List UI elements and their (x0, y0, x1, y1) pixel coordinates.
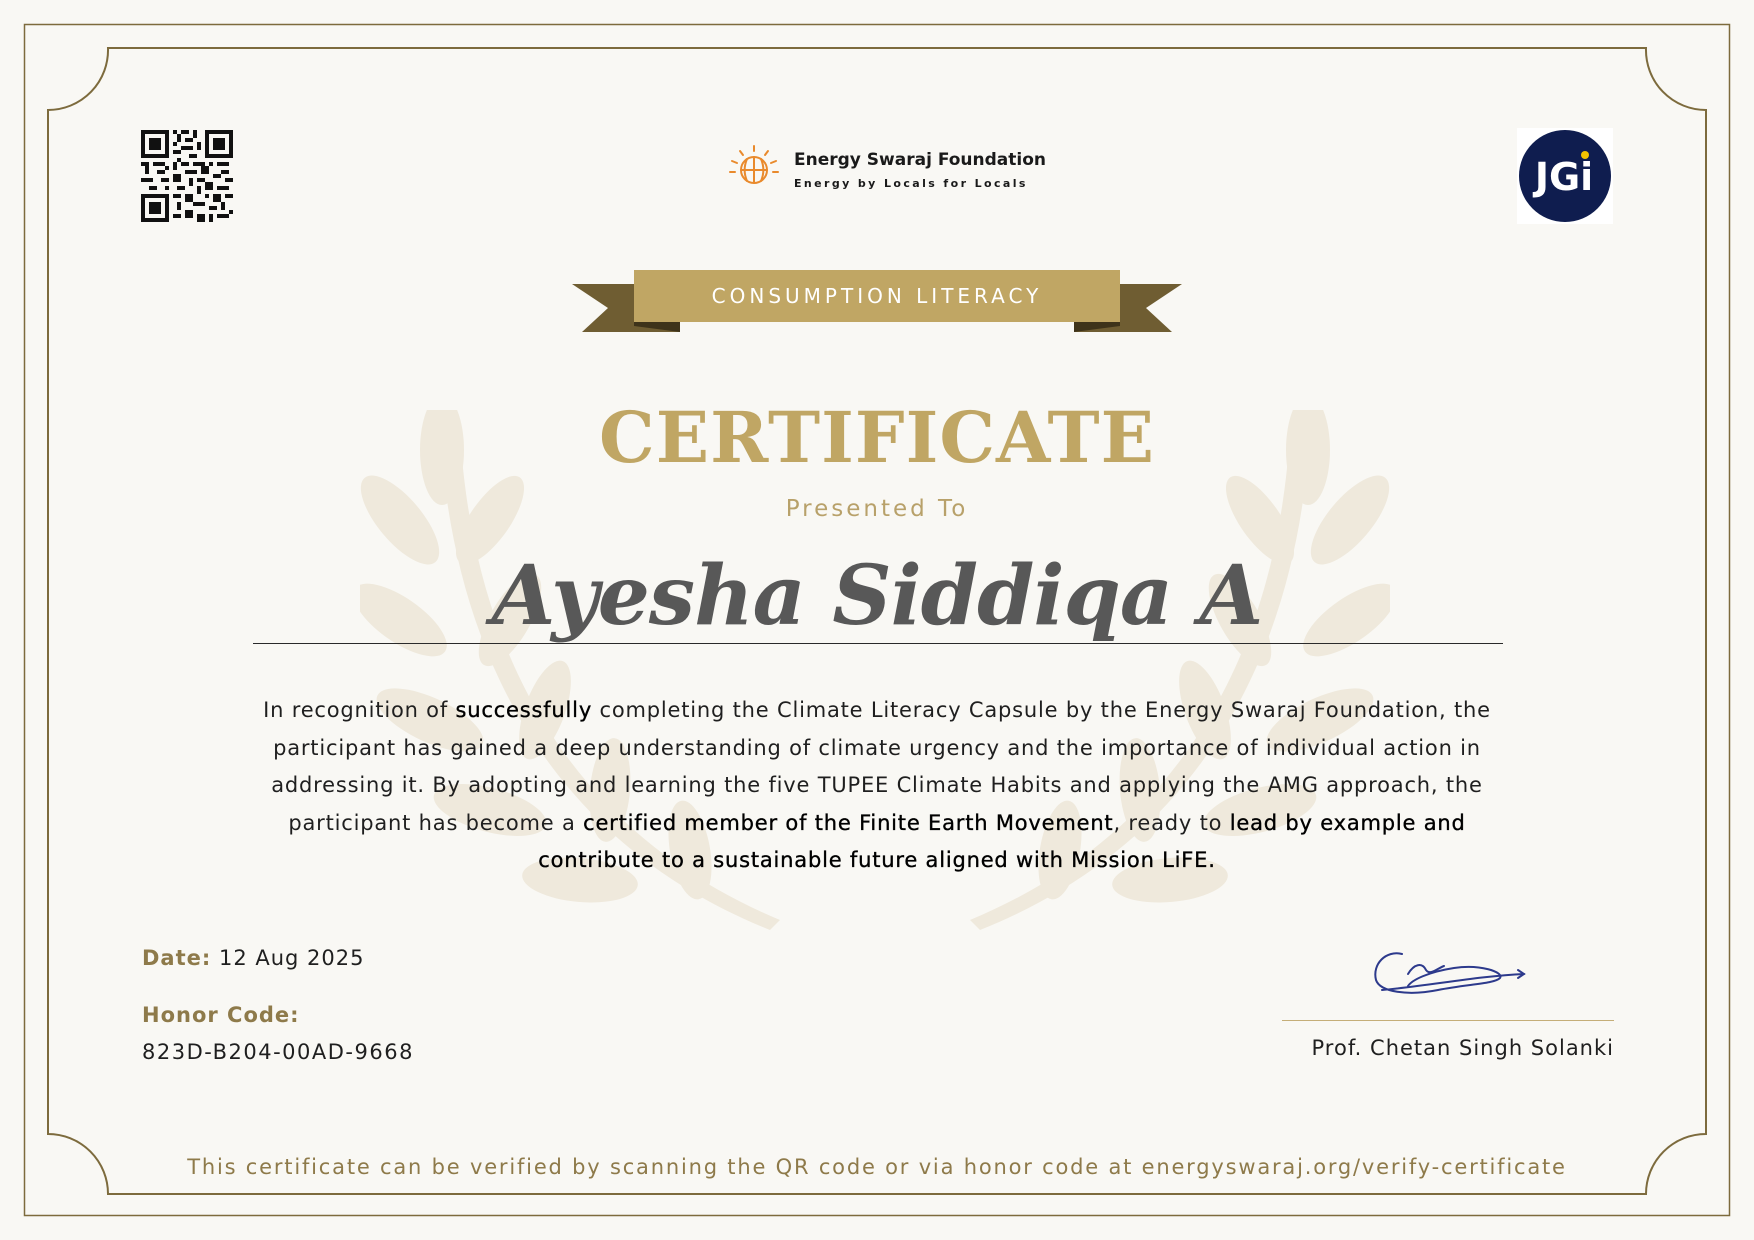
date-row (142, 946, 365, 970)
name-underline (253, 643, 1503, 644)
verification-note: This certificate can be verified by scanning the QR code or via honor code at energyswaraj.org/verify-certificate (187, 1155, 1567, 1179)
organization-name: Energy Swaraj Foundation (794, 150, 1047, 170)
organization-tagline: Energy by Locals for Locals (794, 177, 1028, 190)
description-emphasis: lead by example and contribute to a sustainable future aligned with Mission LiFE. (538, 810, 1466, 872)
sun-globe-icon (726, 142, 782, 194)
qr-code-icon[interactable] (141, 130, 233, 222)
signatory-name: Prof. Chetan Singh Solanki (1311, 1036, 1614, 1060)
description-emphasis: successfully (455, 698, 593, 722)
date-label: Date: (142, 946, 212, 970)
certificate-description (240, 692, 1514, 880)
recipient-name: Ayesha Siddiqa A (491, 548, 1263, 644)
description-emphasis: certified member of the Finite Earth Movement (583, 810, 1114, 835)
honor-code-value: 823D-B204-00AD-9668 (142, 1040, 414, 1064)
certificate-title: CERTIFICATE (599, 396, 1155, 479)
honor-code-label: Honor Code: (142, 1003, 300, 1027)
jgi-logo-text: JGi (1534, 155, 1594, 199)
jgi-logo (1517, 128, 1613, 224)
description-text: completing the Climate Literacy Capsule by the Energy Swaraj Foundation, the participant has gained a deep understanding of climate urgency and the importance of individual action in addressing it. By adopting and learning the five TUPEE Climate Habits and applying the AMG approach, the participant has become a (271, 698, 1491, 835)
signature-line (1282, 1020, 1614, 1021)
date-value: 12 Aug 2025 (218, 946, 365, 970)
brand-logo (726, 140, 1066, 196)
ribbon-label: CONSUMPTION LITERACY (711, 284, 1043, 308)
presented-to-label: Presented To (785, 496, 969, 522)
description-text: In recognition of (263, 698, 456, 722)
description-text: , ready to (1113, 810, 1230, 835)
signature-image (1368, 946, 1528, 1008)
